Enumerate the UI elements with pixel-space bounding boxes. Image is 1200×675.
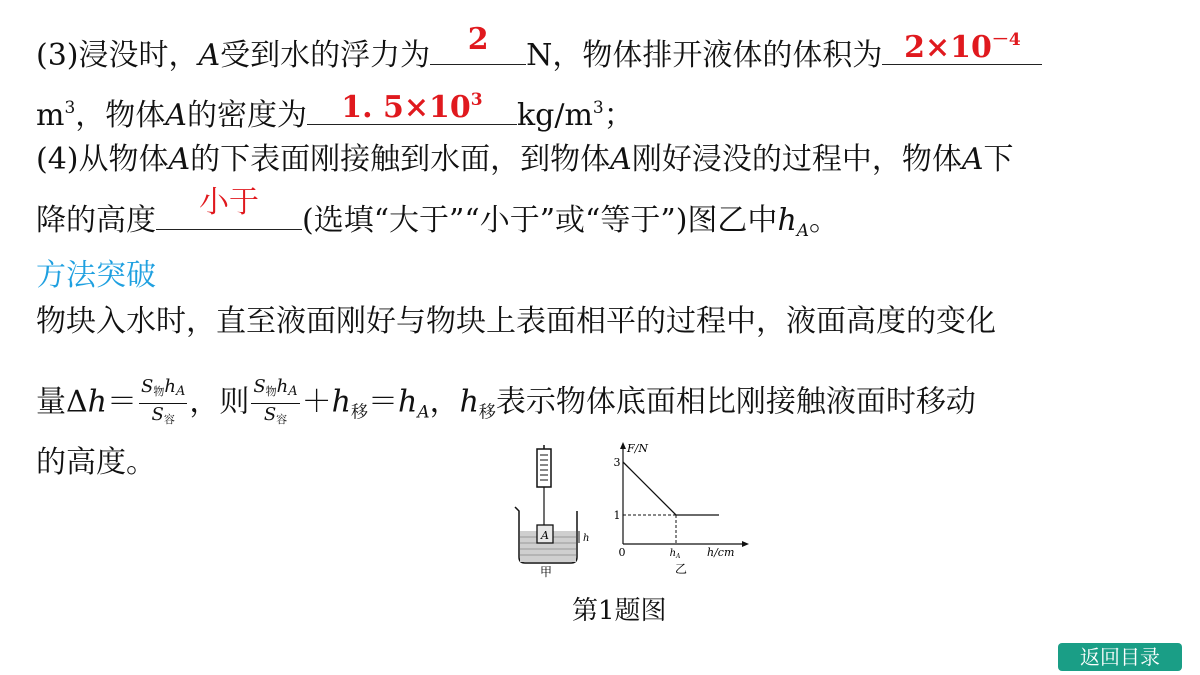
sub-rong: 容 [276,413,288,426]
fraction-2 [251,376,299,431]
var-s: S [263,404,277,425]
unit-exp: 3 [64,98,76,118]
sub-wu: 物 [153,385,165,398]
sub-rong: 容 [163,413,175,426]
x-axis-label: h/cm [707,546,735,559]
var-h: h [777,203,797,238]
y-axis-label: F/N [627,442,648,455]
method-text: ，则 [189,384,250,420]
var-h: h [164,376,176,397]
label-yi: 乙 [674,562,688,576]
fraction-1 [139,376,187,431]
q3-line-2 [36,88,634,136]
q4-text: (选填“大于”“小于”或“等于”)图乙中 [302,203,778,238]
y-tick-3: 3 [613,456,621,469]
force-curve [623,462,719,515]
q4-text: 的下表面刚接触到水面，到物体 [190,142,611,177]
q4-text: (4)从物体 [36,142,169,177]
var-a: A [168,142,191,177]
q3-text: ； [603,98,634,133]
sub-a: A [175,384,186,399]
var-s: S [253,376,266,397]
sub-yi: 移 [350,402,368,423]
block-a-label: A [541,529,549,542]
q3-text: ，物体 [75,98,166,133]
var-a: A [198,38,221,73]
fraction-numerator [139,376,187,404]
method-line-3: 的高度。 [36,445,156,480]
q3-text: N，物体排开液体的体积为 [526,38,883,73]
q4-text: 刚好浸没的过程中，物体 [631,142,962,177]
fraction-denominator [139,404,187,431]
var-h: h [87,384,107,420]
x-axis-arrow [742,541,749,547]
h-marker-label: h [583,533,590,544]
equals: ＝ [367,384,398,420]
q4-line-1 [36,140,1014,180]
answer-blank-buoyancy [430,22,526,65]
var-s: S [151,404,164,425]
answer-buoyancy: 2 [467,22,489,57]
unit-m: m [36,98,65,133]
answer-volume-exp: －4 [991,30,1021,50]
answer-blank-height [156,185,302,230]
method-line-1: 物块入水时，直至液面刚好与物块上表面相平的过程中，液面高度的变化 [36,304,996,339]
plus: ＋ [301,384,332,420]
q4-text: 。 [809,203,840,238]
answer-density-exp: 3 [470,90,483,110]
method-text: ， [429,384,460,420]
fraction-numerator [251,376,299,404]
figure-caption: 第1题图 [572,596,667,626]
answer-density-base: 1. 5×10 [341,90,471,125]
figure-graph [605,440,755,580]
var-h: h [459,384,479,420]
method-line-2 [36,376,976,433]
var-a: A [610,142,632,177]
sub-wu: 物 [265,385,277,398]
sub-a: A [796,221,810,241]
figure-apparatus [505,445,595,580]
answer-volume-base: 2×10 [904,30,992,65]
answer-height: 小于 [199,185,259,220]
label-jia: 甲 [539,565,553,579]
q3-text: 的密度为 [186,98,307,133]
x-tick-ha: $h_A$ [669,548,681,560]
answer-volume [882,20,1042,68]
answer-blank-density [307,90,517,125]
method-heading: 方法突破 [36,258,156,293]
var-h: h [331,384,351,420]
q4-text: 降的高度 [36,203,156,238]
var-h: h [276,376,289,397]
unit-kg: kg/m [516,98,593,133]
fraction-denominator [251,404,299,431]
back-to-contents-button[interactable]: 返回目录 [1058,643,1182,671]
q3-text: 受到水的浮力为 [220,38,431,73]
sub-a: A [417,402,430,423]
sub-a: A [288,384,298,399]
y-axis-arrow [620,442,626,449]
var-a: A [961,142,984,177]
method-text: 表示物体底面相比刚接触液面时移动 [495,384,976,420]
y-tick-1: 1 [613,509,621,522]
var-h: h [397,384,418,420]
unit-exp: 3 [592,98,604,118]
q4-line-2 [36,185,840,251]
equals: ＝ [107,384,137,420]
q3-text: (3)浸没时， [36,38,199,73]
var-a: A [165,98,187,133]
method-text: 量Δ [36,384,88,420]
q4-text: 下 [983,142,1014,177]
answer-blank-volume [882,30,1042,65]
origin-label: 0 [618,546,626,559]
var-s: S [141,376,154,397]
q3-line-1 [36,22,1042,76]
answer-density [307,80,517,128]
sub-yi: 移 [478,402,496,423]
